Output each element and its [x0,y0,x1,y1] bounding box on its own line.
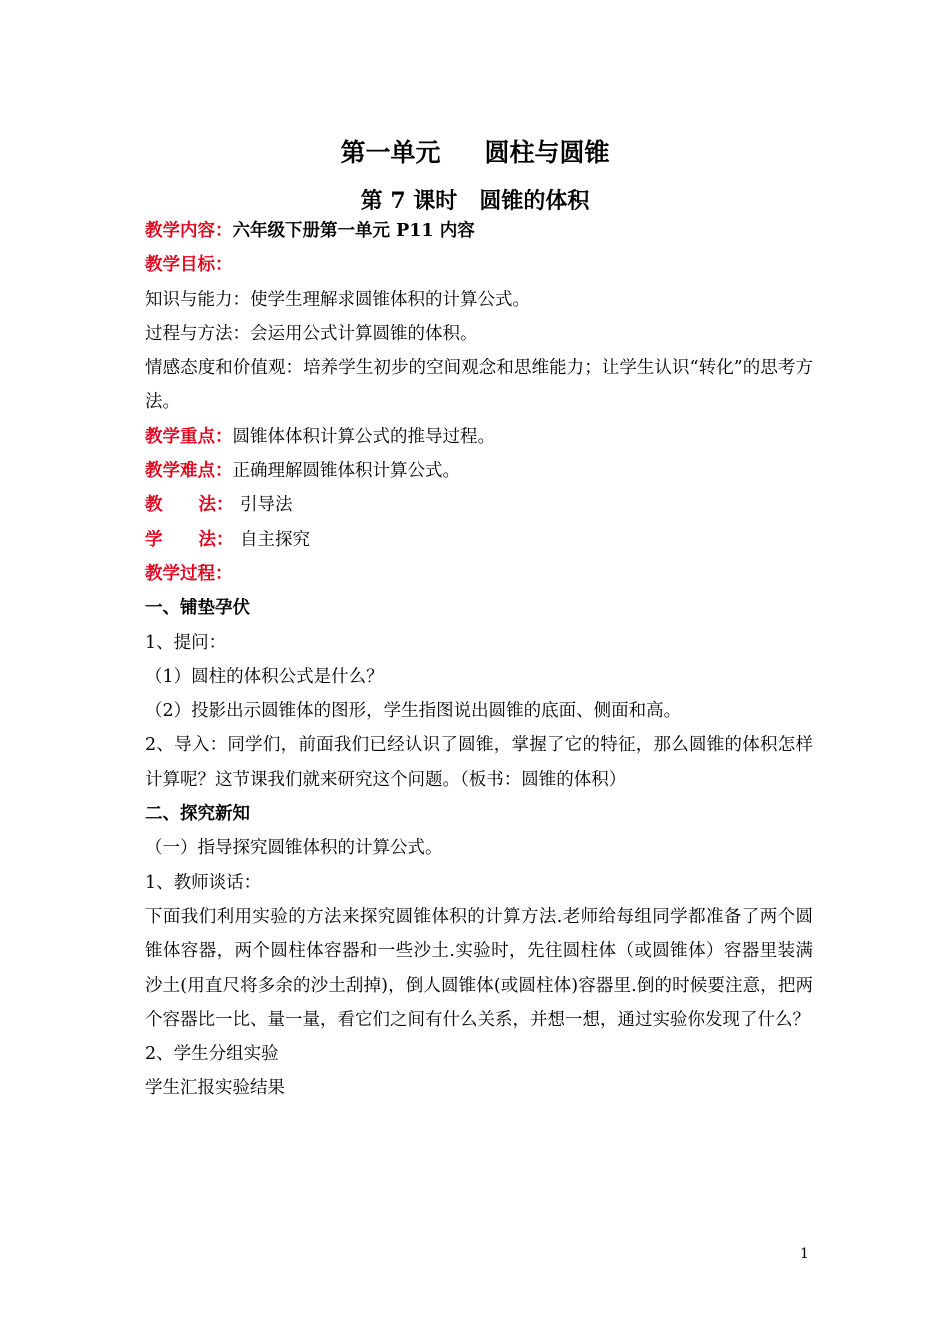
section1-heading: 一、铺垫孕伏 [145,598,250,619]
goal-item-emotion: 情感态度和价值观：培养学生初步的空间观念和思维能力；让学生认识“转化”的思考方法。 [145,358,813,413]
key-point-line [145,420,813,454]
section2-line-1: （一）指导探究圆锥体积的计算公式。 [145,838,443,859]
content-line [145,214,813,248]
unit-title [0,133,950,169]
page-number: 1 [800,1246,809,1262]
lesson-title-part1: 第 7 课时 [360,188,458,214]
teach-method-label-c1: 教 [145,495,163,516]
section2-line-5: 学生汇报实验结果 [145,1078,285,1099]
teach-method-label-c2: 法： [198,495,234,516]
goals-label: 教学目标： [145,255,233,276]
lesson-title-part2: 圆锥的体积 [479,188,590,214]
section2-line-4: 2、学生分组实验 [145,1044,279,1065]
section1-line-1: 1、提问： [145,632,227,653]
teach-method-label [145,488,240,522]
difficulty-label: 教学难点： [145,461,233,482]
content-value: 六年级下册第一单元 P11 内容 [232,221,475,241]
key-point-label: 教学重点： [145,426,233,447]
learn-method-label-c2: 法： [198,529,234,550]
unit-title-part2: 圆柱与圆锥 [484,138,610,167]
learn-method-label [145,523,240,557]
section2-line-2: 1、教师谈话： [145,872,262,893]
difficulty-value: 正确理解圆锥体积计算公式。 [232,461,460,482]
document-body [145,214,813,1106]
goals-line [145,248,813,282]
unit-title-part1: 第一单元 [340,138,441,167]
lesson-title [0,184,950,215]
teach-method-value: 引导法 [240,495,293,516]
key-point-value: 圆锥体体积计算公式的推导过程。 [232,426,495,447]
difficulty-line [145,454,813,488]
section1-line-2: （1）圆柱的体积公式是什么？ [145,666,384,687]
goal-item-knowledge: 知识与能力：使学生理解求圆锥体积的计算公式。 [145,289,530,310]
goal-item-process: 过程与方法：会运用公式计算圆锥的体积。 [145,323,478,344]
learn-method-label-c1: 学 [145,529,163,550]
section1-line-3: （2）投影出示圆锥体的图形，学生指图说出圆锥的底面、侧面和高。 [145,701,682,722]
section2-heading: 二、探究新知 [145,804,250,825]
learn-method-line [145,523,813,557]
content-label: 教学内容： [145,221,233,241]
process-label: 教学过程： [145,563,233,584]
teach-method-line [145,488,813,522]
process-line [145,557,813,591]
section2-paragraph: 下面我们利用实验的方法来探究圆锥体积的计算方法.老师给每组同学都准备了两个圆锥体容器，两个圆柱体容器和一些沙土.实验时，先往圆柱体（或圆锥体）容器里装满沙土(用直尺将多余的沙土刮掉)，倒人圆锥体(或圆柱体)容器里.倒的时候要注意，把两个容器比一比、量一量，看它们之间有什么关系，并想一想，通过实验你发现了什么？ [145,906,813,1030]
section1-line-4: 2、导入：同学们，前面我们已经认识了圆锥，掌握了它的特征，那么圆锥的体积怎样计算呢？这节课我们就来研究这个问题。（板书：圆锥的体积） [145,735,813,790]
learn-method-value: 自主探究 [240,529,310,550]
